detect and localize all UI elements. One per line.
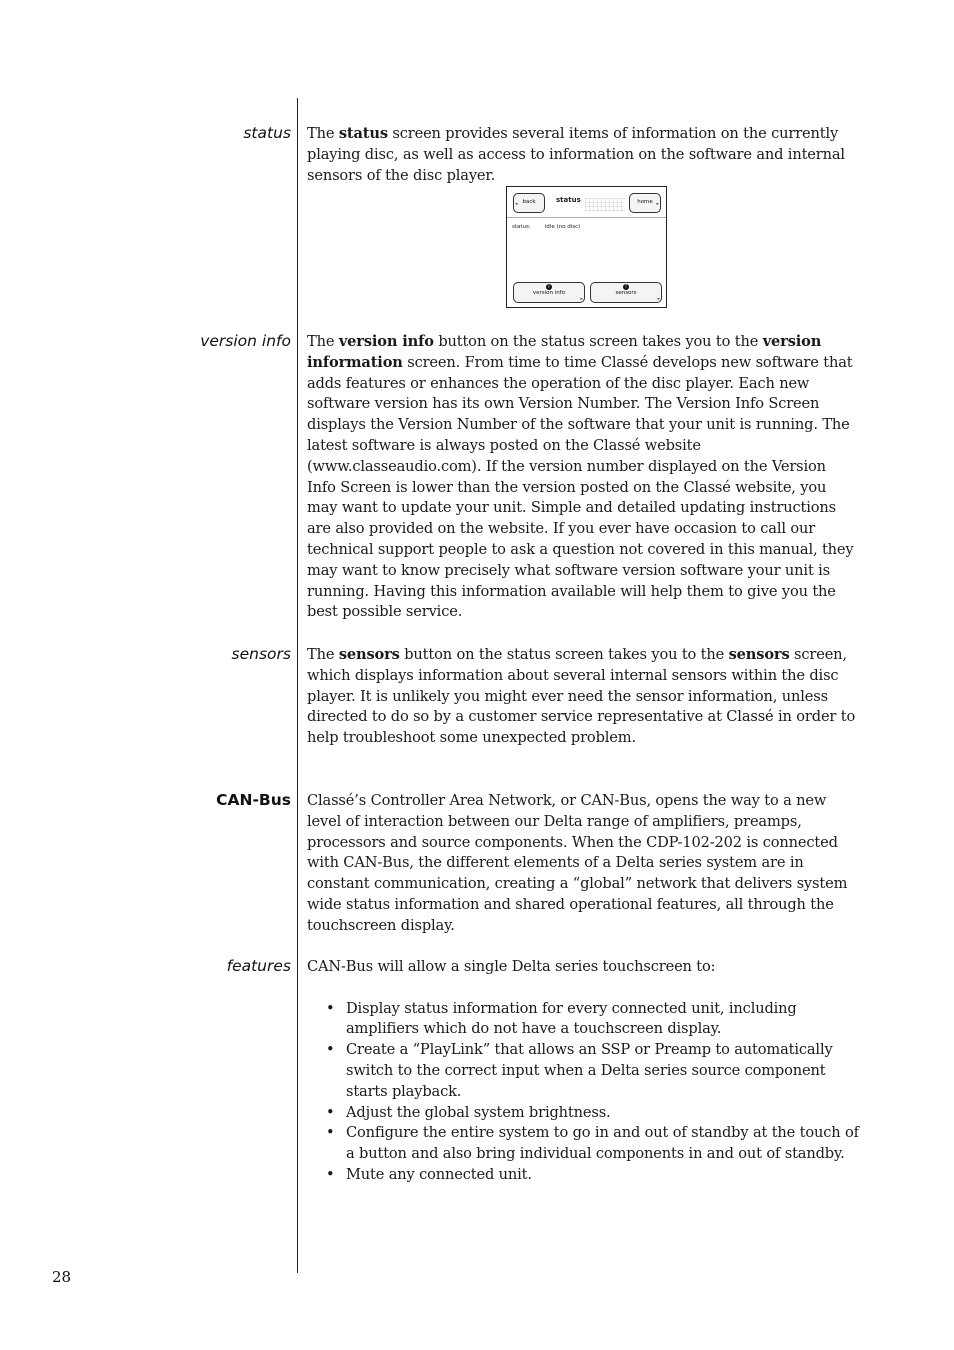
back-button-label: back [522, 199, 536, 205]
status-value: idle (no disc) [544, 224, 581, 230]
list-item: • Configure the entire system to go in and out of standby at the touch of a button and also bring individual components in and out of standby. [307, 1123, 859, 1165]
text-run: The [307, 646, 339, 663]
text-run: screen provides several items of information on the currently playing disc, as well as access to information on the software and internal sensors of the disc player. [307, 125, 845, 184]
features-list [307, 999, 859, 1186]
bold-term: version info [338, 333, 434, 350]
section-label-features: features [226, 957, 291, 975]
bold-term: sensors [728, 646, 790, 663]
features-intro: CAN-Bus will allow a single Delta series touchscreen to: [307, 958, 716, 975]
screen-grid-pattern [585, 198, 625, 212]
version-info-button [513, 282, 585, 303]
can-bus-paragraph: Classé’s Controller Area Network, or CAN-Bus, opens the way to a new level of interaction between our Delta range of amplifiers, preamps, processors and source components. When the CDP-102-202 is connected with CAN-Bus, the different elements of a Delta series system are in constant communication, creating a “global” network that delivers system wide status information and shared operational features, all through the touchscreen display. [307, 792, 848, 934]
page-number: 28 [52, 1268, 72, 1286]
list-item: • Display status information for every connected unit, including amplifiers which do not have a touchscreen display. [307, 999, 859, 1041]
status-key: status: [512, 224, 531, 230]
text-run: The [307, 125, 339, 142]
section-label-can-bus: CAN-Bus [216, 791, 291, 809]
sensor-icon: ! [624, 284, 627, 290]
list-item: • Create a “PlayLink” that allows an SSP or Preamp to automatically switch to the correct input when a Delta series source component starts playback. [307, 1040, 859, 1102]
text-run: button on the status screen takes you to the [433, 333, 763, 350]
section-body-sensors [307, 645, 859, 749]
section-body-version-info [307, 332, 859, 623]
version-info-button-label: version info [532, 290, 566, 296]
corner-arrow-icon: ▸ [657, 296, 660, 302]
section-body-can-bus [307, 791, 859, 937]
section-body-features [307, 957, 859, 1186]
bold-term: sensors [338, 646, 400, 663]
bold-term: status [338, 125, 388, 142]
screen-title: status [556, 196, 581, 204]
sensors-button-label: sensors [615, 290, 637, 296]
section-label-sensors: sensors [231, 645, 291, 663]
back-button [513, 193, 545, 213]
column-divider [297, 98, 298, 1273]
text-run: button on the status screen takes you to the [399, 646, 729, 663]
section-body-status [307, 124, 859, 186]
corner-arrow-icon: ▸ [656, 201, 659, 207]
bold-term: version information [307, 333, 822, 371]
status-screen-illustration [506, 186, 667, 308]
text-run: screen, which displays information about several internal sensors within the disc player. It is unlikely you might ever need the sensor information, unless directed to do so by a customer service representative at Classé in order to help troubleshoot some unexpected problem. [307, 646, 856, 747]
text-run: screen. From time to time Classé develops new software that adds features or enhances the operation of the disc player. Each new software version has its own Version Number. The Version Info Screen displays the Version Number of the software that your unit is running. The latest software is always posted on the Classé website (www.classeaudio.com). If the version number displayed on the Version Info Screen is lower than the version posted on the Classé website, you may want to update your unit. Simple and detailed updating instructions are also provided on the website. If you ever have occasion to call our technical support people to ask a question not covered in this manual, they may want to know precisely what software version software your unit is running. Having this information available will help them to give you the best possible service. [307, 353, 854, 621]
section-label-status: status [243, 124, 291, 142]
home-button-label: home [637, 199, 653, 205]
sensors-button [590, 282, 662, 303]
status-row [512, 224, 580, 230]
spacer [307, 978, 859, 999]
info-icon: i [546, 284, 552, 290]
corner-arrow-icon: ▸ [580, 296, 583, 302]
home-button [629, 193, 661, 213]
list-item: • Mute any connected unit. [307, 1165, 859, 1186]
section-label-version-info: version info [200, 332, 291, 350]
list-item: • Adjust the global system brightness. [307, 1103, 859, 1124]
corner-arrow-icon: ◂ [515, 201, 518, 207]
text-run: The [307, 333, 339, 350]
